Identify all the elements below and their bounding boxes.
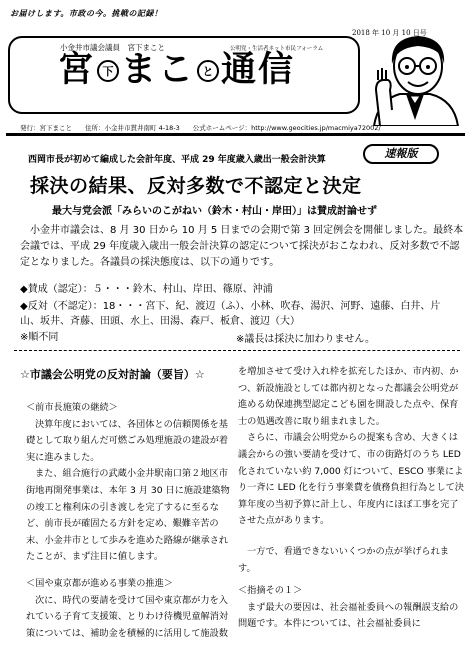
masthead-title (58, 50, 296, 90)
right-paragraph-4: まず最大の要因は、社会福祉委員への報酬誤支給の問題です。本件については、社会福祉委員に (238, 601, 459, 630)
intro-paragraph: 小金井市議会は、8 月 30 日から 10 月 5 日までの会期で第 3 回定例会を開催しました。最終本会議では、平成 29 年度歳入歳出一般会計決算の認定について採決がおこなわれ、反対多数で不認定となりました。各議員の採決態度は、以下の通りです。 (20, 225, 464, 268)
masthead-title-part3: 通信 (221, 50, 296, 90)
left-paragraph-3: 次に、時代の要請を受けて国や東京都が力を入れている子育て支援策、とりわけ待機児童解消対策については、補助金を積極的に活用して施設数 (26, 594, 229, 639)
issue-date: 2018 年 10 月 10 日号 (352, 29, 427, 37)
left-heading-2: ＜国や東京都が進める事業の推進＞ (26, 577, 173, 589)
section-divider (14, 350, 460, 351)
right-paragraph-1: を増加させて受け入れ枠を拡充したほか、市内初、かつ、新設施設としては都内初となった都議会公明党が進める幼保連携型認定こども園を開設した点や、保育士の処遇改善に取り組まれました。 (238, 366, 459, 427)
author-portrait-illustration (366, 30, 464, 126)
right-heading-1: ＜指摘その１＞ (238, 585, 303, 597)
masthead-affiliation: 公明党・生活者ネット市民フォーラム (230, 46, 324, 52)
vote-note-chair: ※議長は採決に加わりません。 (236, 334, 375, 345)
subheadline: 最大与党会派「みらいのこがねい（鈴木・村山・岸田）」は賛成討論せず (52, 206, 377, 217)
tagline: お届けします。市政の今。挑戦の記録！ (10, 9, 163, 18)
vote-for: ◆賛成（認定）：５・・・鈴木、村山、岸田、篠原、沖浦 (20, 284, 273, 295)
right-paragraph-2: さらに、市議会公明党からの提案も含め、大きくは議会からの強い要請を受けて、市の街路灯のうち LED 化されていない約 7,000 灯について、ESCO 事業により一斉に LED 化を行う事業費を債務負担行為として決算年度の当初予算に計上し、年度内にほぼ工事を完了させた点があります。 (238, 432, 464, 527)
left-paragraph-2: また、組合施行の武蔵小金井駅南口第２地区市街地再開発事業は、本年 3 月 30 日に施設建築物の竣工と権利床の引き渡しを完了するに至るなど、前市長が確固たる方針を定め、艱難辛苦の末、小金井市として歩みを進めた路線が継承されたことが、まず注目に値します。 (26, 468, 230, 563)
article-column-right (238, 364, 466, 633)
left-paragraph-1: 決算年度においては、各団体との信頼関係を基礎として取り組んだ可燃ごみ処理施設の建設が着実に進みました。 (26, 418, 229, 463)
vote-against-line2: 山、坂井、斉藤、田頭、水上、田湯、森戸、板倉、渡辺（大） (20, 316, 300, 327)
vote-note-order: ※順不同 (20, 332, 59, 343)
left-heading-1: ＜前市長施策の継続＞ (26, 402, 118, 413)
header-divider (6, 133, 465, 136)
masthead-title-part1: 宮 (58, 50, 96, 90)
masthead-title-ring1: 下 (97, 60, 119, 82)
masthead-title-ring2: と (197, 60, 219, 82)
breaking-news-badge: 速報版 (363, 144, 439, 164)
section-title: ☆市議会公明党の反対討論（要旨）☆ (20, 368, 205, 381)
masthead-title-part2: まこ (121, 50, 196, 90)
headline: 採決の結果、反対多数で不認定と決定 (30, 175, 362, 197)
publisher-info: 発行：宮下まこと 住所：小金井市貫井南町 4-18-3 公式ホームページ：http://www.geocities.jp/macmiya72002/ (20, 124, 381, 132)
news-subtitle: 西岡市長が初めて編成した会計年度、平成 29 年度歳入歳出一般会計決算 (28, 155, 326, 165)
masthead-subtitle: 小金井市議会議員 宮下まこと (60, 43, 165, 52)
vote-against-line1: ◆反対（不認定）：18・・・宮下、紀、渡辺（ふ）、小林、吹春、湯沢、河野、遠藤、白井、片 (20, 301, 441, 312)
article-column-left (26, 400, 232, 642)
right-paragraph-3: 一方で、看過できないいくつかの点が挙げられます。 (238, 545, 449, 574)
